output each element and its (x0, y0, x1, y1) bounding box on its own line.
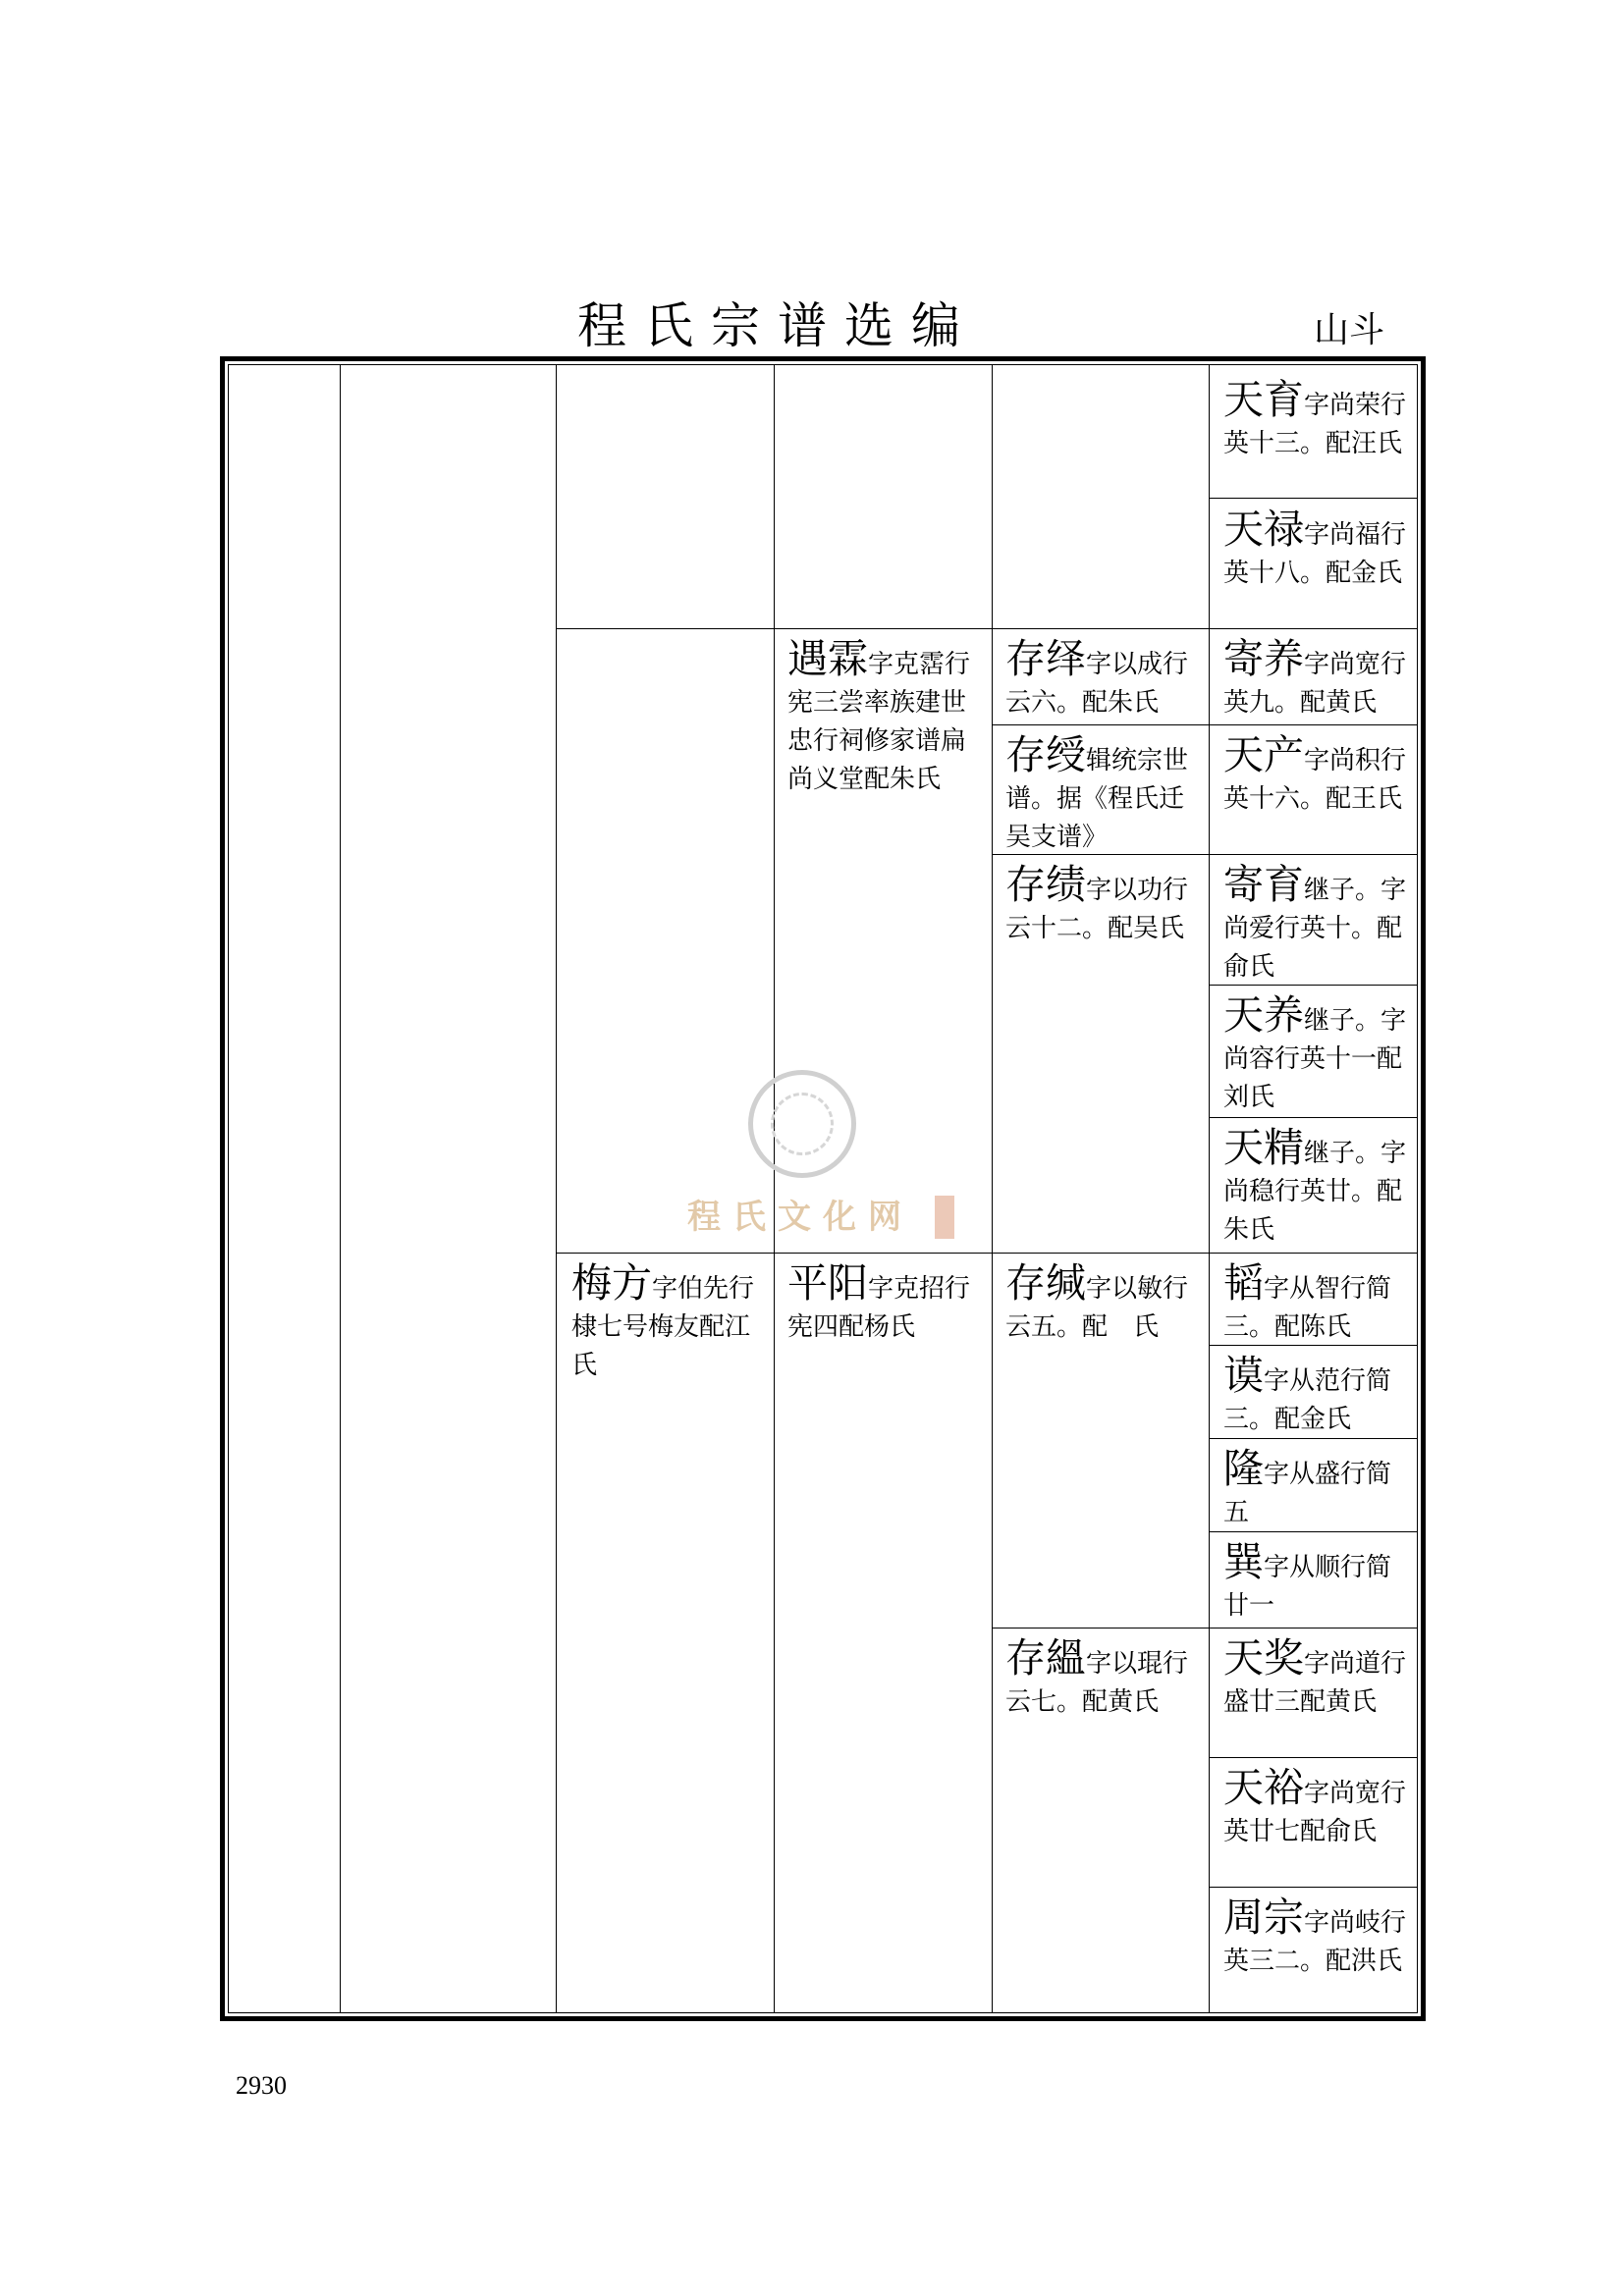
column-divider (556, 364, 557, 2013)
entry-desc: 字伯先行棣七号梅友配江氏 (571, 1274, 755, 1380)
entry-name: 天精 (1223, 1124, 1304, 1171)
genealogy-entry (1223, 730, 1416, 852)
genealogy-entry (1223, 1123, 1416, 1251)
genealogy-entry (1005, 1633, 1204, 2006)
entry-name: 存缄 (1005, 1259, 1086, 1307)
region-label: 山斗 (1314, 310, 1385, 350)
row-divider (556, 628, 1418, 629)
row-divider (992, 1628, 1418, 1629)
entry-name: 遇霖 (787, 635, 868, 682)
entry-name: 存绎 (1005, 635, 1086, 682)
entry-name: 寄育 (1223, 861, 1304, 908)
entry-name: 韬 (1223, 1259, 1264, 1307)
genealogy-entry (1223, 1763, 1416, 1885)
row-divider (1209, 1117, 1418, 1118)
genealogy-entry (571, 1258, 768, 2004)
entry-name: 平阳 (787, 1259, 868, 1307)
genealogy-entry (1223, 1537, 1416, 1626)
entry-desc: 字尚道行盛廿三配黄氏 (1223, 1649, 1407, 1717)
entry-desc: 字尚宽行英九。配黄氏 (1223, 650, 1407, 718)
genealogy-entry (787, 1258, 984, 2004)
genealogy-entry (1223, 1351, 1416, 1436)
genealogy-entry (1223, 1633, 1416, 1755)
entry-desc: 继子。字尚稳行英廿。配朱氏 (1223, 1139, 1407, 1245)
genealogy-entry (1005, 1258, 1204, 1626)
entry-name: 隆 (1223, 1445, 1264, 1492)
row-divider (556, 1253, 1418, 1254)
row-divider (1209, 1531, 1418, 1532)
row-divider (1209, 1757, 1418, 1758)
entry-desc: 字以成行云六。配朱氏 (1005, 650, 1189, 718)
watermark-seal-icon (748, 1070, 856, 1178)
entry-desc: 字以敏行云五。配 氏 (1005, 1274, 1189, 1342)
genealogy-entry (1223, 634, 1416, 722)
entry-name: 存绶 (1005, 731, 1086, 778)
genealogy-entry (1223, 990, 1416, 1115)
column-divider (1209, 364, 1210, 2013)
entry-desc: 字从智行简三。配陈氏 (1223, 1274, 1392, 1342)
entry-name: 天禄 (1223, 506, 1304, 553)
row-divider (1209, 1887, 1418, 1888)
entry-desc: 字克霑行宪三尝率族建世忠行祠修家谱扁尚义堂配朱氏 (787, 650, 971, 794)
entry-name: 梅方 (571, 1259, 652, 1307)
entry-name: 天裕 (1223, 1764, 1304, 1811)
entry-name: 谟 (1223, 1352, 1264, 1399)
row-divider (1209, 498, 1418, 499)
watermark-stamp-icon (935, 1196, 954, 1239)
row-divider (992, 724, 1418, 725)
page-title: 程氏宗谱选编 (577, 297, 978, 354)
genealogy-entry (1223, 1893, 1416, 2010)
entry-desc: 字从范行简三。配金氏 (1223, 1366, 1392, 1434)
genealogy-entry (1223, 1258, 1416, 1343)
entry-name: 存縕 (1005, 1634, 1086, 1682)
column-divider (774, 364, 775, 2013)
genealogy-entry (1005, 634, 1204, 722)
genealogy-entry (1223, 1444, 1416, 1529)
entry-desc: 继子。字尚爱行英十。配俞氏 (1223, 876, 1407, 982)
entry-desc: 字以琨行云七。配黄氏 (1005, 1649, 1189, 1717)
genealogy-entry (1005, 730, 1204, 852)
genealogy-entry (1223, 860, 1416, 983)
entry-desc: 字尚宽行英廿七配俞氏 (1223, 1779, 1407, 1846)
entry-desc: 字尚荣行英十三。配汪氏 (1223, 391, 1407, 458)
genealogy-entry (1223, 375, 1416, 497)
entry-desc: 继子。字尚容行英十一配刘氏 (1223, 1006, 1407, 1112)
row-divider (1209, 985, 1418, 986)
row-divider (992, 854, 1418, 855)
entry-desc: 字从顺行简廿一 (1223, 1553, 1392, 1621)
entry-name: 巽 (1223, 1538, 1264, 1585)
entry-name: 天产 (1223, 731, 1304, 778)
entry-name: 寄养 (1223, 635, 1304, 682)
row-divider (1209, 1438, 1418, 1439)
watermark-text: 程氏文化网 (687, 1198, 913, 1237)
entry-name: 天育 (1223, 376, 1304, 423)
entry-desc: 字以功行云十二。配吴氏 (1005, 876, 1189, 943)
entry-desc: 辑统宗世谱。据《程氏迁吴支谱》 (1005, 746, 1189, 852)
column-divider (340, 364, 341, 2013)
entry-desc: 字尚积行英十六。配王氏 (1223, 746, 1407, 814)
row-divider (1209, 1345, 1418, 1346)
entry-name: 存绩 (1005, 861, 1086, 908)
entry-desc: 字尚岐行英三二。配洪氏 (1223, 1908, 1407, 1976)
column-divider (992, 364, 993, 2013)
genealogy-entry (1005, 860, 1204, 1251)
entry-name: 周宗 (1223, 1894, 1304, 1941)
entry-desc: 字从盛行简五 (1223, 1460, 1392, 1527)
entry-name: 天奖 (1223, 1634, 1304, 1682)
genealogy-entry (1223, 505, 1416, 626)
entry-desc: 字尚福行英十八。配金氏 (1223, 520, 1407, 588)
page-number: 2930 (236, 2071, 287, 2100)
entry-name: 天养 (1223, 991, 1304, 1039)
entry-desc: 字克招行宪四配杨氏 (787, 1274, 971, 1342)
